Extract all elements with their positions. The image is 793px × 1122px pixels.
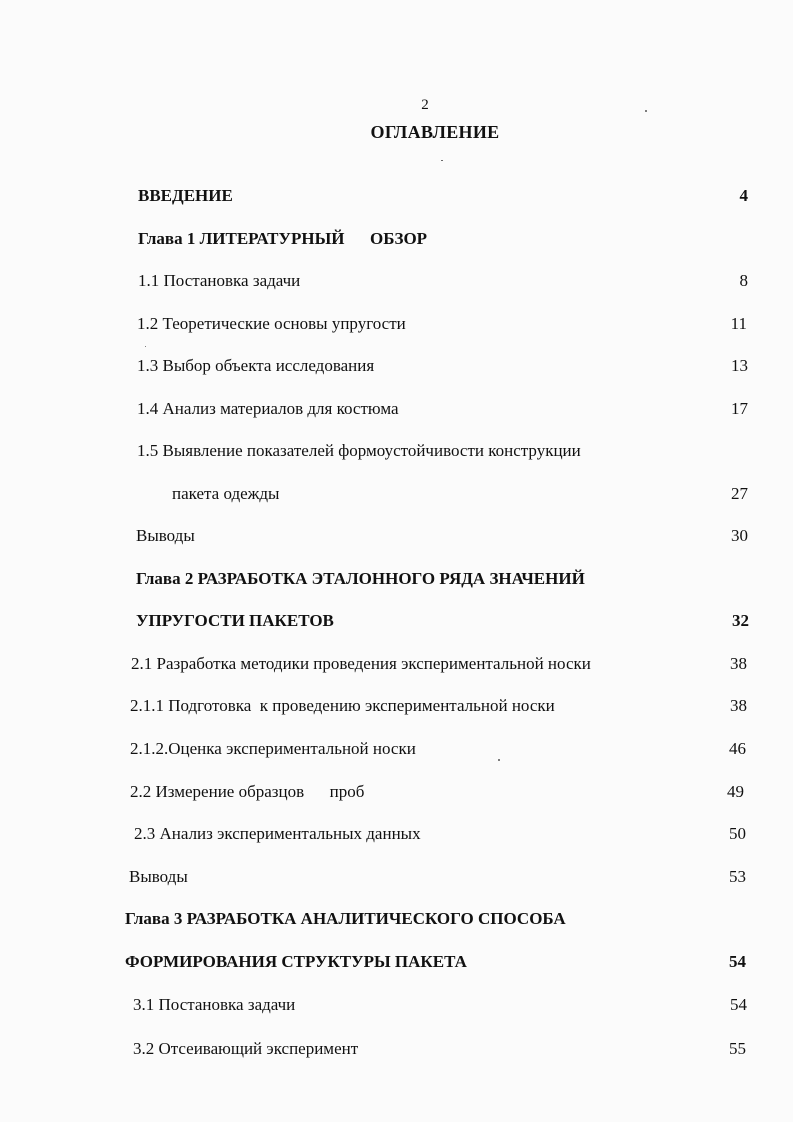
toc-entry-2-3: [0, 821, 793, 847]
toc-entry-page: 17: [731, 399, 748, 418]
toc-entry-title: 3.1 Постановка задачи: [133, 995, 296, 1014]
toc-entry-title: 2.1 Разработка методики проведения экспериментальной носки: [131, 654, 591, 673]
toc-entry-1-1: [0, 268, 793, 294]
toc-entry-title: ВВЕДЕНИЕ: [138, 186, 233, 205]
toc-entry-page: 46: [729, 739, 746, 758]
toc-entry-title: 1.3 Выбор объекта исследования: [137, 356, 375, 375]
toc-entry-page: 50: [729, 824, 746, 843]
toc-entry-title: Выводы: [136, 526, 195, 545]
toc-entry-title: 3.2 Отсеивающий эксперимент: [133, 1039, 359, 1058]
toc-entry-page: 4: [739, 186, 748, 205]
toc-entry-chapter-2: [0, 566, 793, 592]
toc-entry-page: 13: [731, 356, 748, 375]
toc-entry-title: Глава 3 РАЗРАБОТКА АНАЛИТИЧЕСКОГО СПОСОБА: [125, 909, 566, 928]
page-number: 2: [421, 97, 429, 113]
toc-entry-2-1: [0, 651, 793, 677]
toc-entry-1-2: [0, 311, 793, 337]
toc-entry-1-4: [0, 396, 793, 422]
toc-entry-title: 1.2 Теоретические основы упругости: [137, 314, 406, 333]
toc-entry-conclusions-1: [0, 523, 793, 549]
toc-entry-title: ФОРМИРОВАНИЯ СТРУКТУРЫ ПАКЕТА: [125, 952, 467, 971]
toc-entry-page: 54: [730, 995, 747, 1014]
toc-entry-title: пакета одежды: [172, 484, 280, 503]
toc-heading: ОГЛАВЛЕНИЕ: [370, 122, 500, 142]
toc-entry-title: 1.5 Выявление показателей формоустойчивости конструкции: [137, 441, 581, 460]
toc-entry-title: 1.4 Анализ материалов для костюма: [137, 399, 399, 418]
toc-entry-2-1-2: [0, 736, 793, 762]
toc-entry-page: 54: [729, 952, 746, 971]
toc-entry-2-1-1: [0, 693, 793, 719]
toc-entry-title: 2.1.2.Оценка экспериментальной носки: [130, 739, 416, 758]
toc-entry-page: 49: [727, 782, 744, 801]
toc-entry-title: 2.3 Анализ экспериментальных данных: [134, 824, 421, 843]
toc-entry-title: 2.1.1 Подготовка к проведению экспериментальной носки: [130, 696, 555, 715]
toc-entry-title: УПРУГОСТИ ПАКЕТОВ: [136, 611, 334, 630]
toc-entry-page: 55: [729, 1039, 746, 1058]
scan-speck: [498, 759, 500, 761]
toc-entry-page: 32: [732, 611, 749, 630]
toc-entry-title: 2.2 Измерение образцов проб: [130, 782, 365, 801]
toc-entry-page: 53: [729, 867, 746, 886]
toc-entry-chapter-3-cont: [0, 949, 793, 975]
scan-speck: [145, 346, 146, 347]
toc-entry-3-1: [0, 992, 793, 1018]
toc-entry-introduction: [0, 183, 793, 209]
toc-entry-2-2: [0, 779, 793, 805]
toc-entry-1-5: [0, 438, 793, 464]
toc-entry-title: Выводы: [129, 867, 188, 886]
scan-speck: [645, 110, 647, 112]
toc-entry-chapter-2-cont: [0, 608, 793, 634]
toc-entry-page: 27: [731, 484, 748, 503]
toc-entry-title: Глава 1 ЛИТЕРАТУРНЫЙ ОБЗОР: [138, 229, 428, 248]
toc-entry-conclusions-2: [0, 864, 793, 890]
toc-entry-page: 38: [730, 654, 747, 673]
toc-entry-chapter-1: [0, 226, 793, 252]
scan-speck: [441, 160, 443, 161]
toc-entry-title: Глава 2 РАЗРАБОТКА ЭТАЛОННОГО РЯДА ЗНАЧЕНИЙ: [136, 569, 585, 588]
toc-entry-1-3: [0, 353, 793, 379]
toc-entry-page: 30: [731, 526, 748, 545]
toc-entry-page: 38: [730, 696, 747, 715]
toc-entry-3-2: [0, 1036, 793, 1062]
toc-entry-page: 11: [730, 314, 747, 333]
toc-entry-page: 8: [739, 271, 748, 290]
toc-entry-1-5-cont: [0, 481, 793, 507]
toc-entry-chapter-3: [0, 906, 793, 932]
toc-entry-title: 1.1 Постановка задачи: [138, 271, 301, 290]
